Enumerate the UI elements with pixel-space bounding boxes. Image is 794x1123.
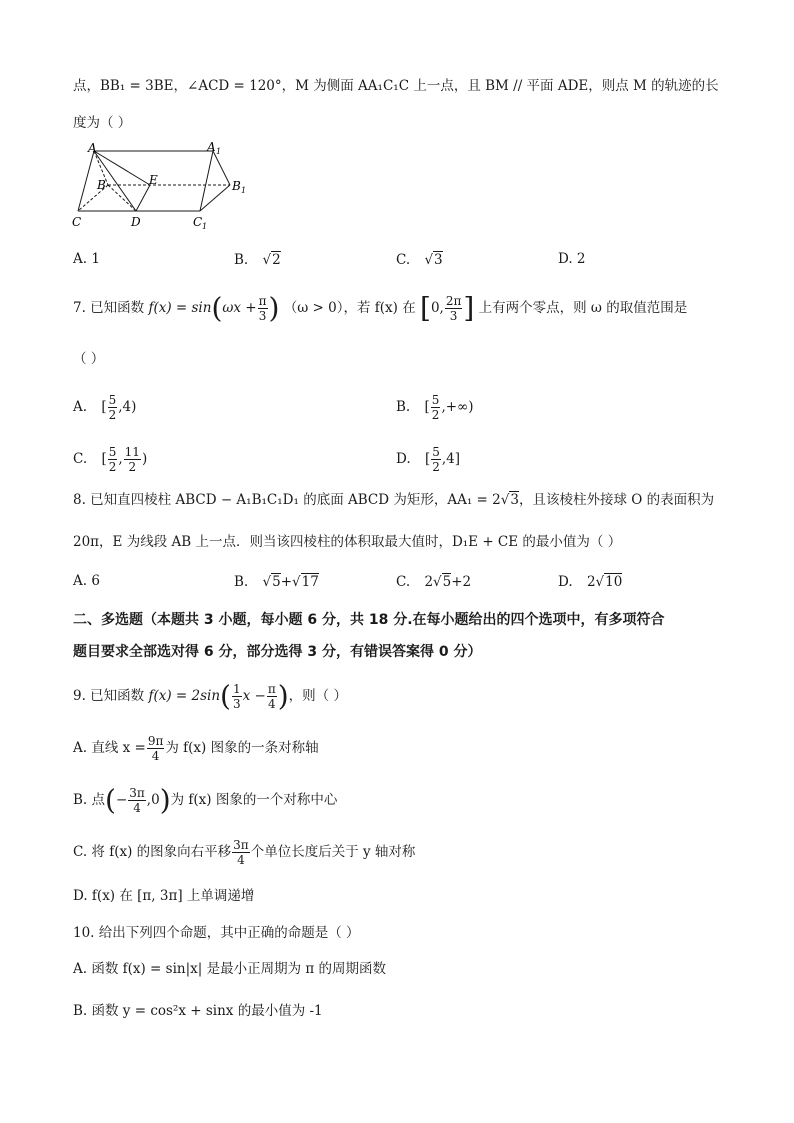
q7-fx: f(x) = sin [148,300,212,316]
q6-option-b-radicand: 2 [272,252,281,268]
option-post: 为 f(x) 图象的一个对称中心 [170,792,338,808]
option-pre: A. 直线 x = [73,740,146,756]
sqrt-symbol: √ [433,574,442,590]
frac-den: 4 [133,801,141,815]
frac-num: 1 [232,682,241,696]
option-rest: ,4) [118,399,137,415]
option-label: D. [396,451,411,467]
paren-left: ( [211,291,223,325]
paren-right: ) [159,783,171,817]
q8-option-a[interactable]: A. 6 [73,573,100,589]
frac-1-3 [232,682,242,711]
paren-right: ) [268,291,280,325]
q7-answer-paren: （ ） [73,351,105,367]
label-a: A [88,141,97,155]
q6-stem-line2: 度为（ ） [73,115,132,131]
q7-option-d[interactable] [396,445,460,474]
q7-stem [73,291,688,325]
frac-11-2 [124,445,141,474]
radicand: 5 [272,574,281,590]
frac-3pi-4 [128,786,146,815]
frac-num: 5 [108,393,117,407]
q8-stem-b: ，且该棱柱外接球 O 的表面积为 [518,492,715,508]
q9-x-minus: x − [242,688,266,704]
radicand: 5 [442,574,452,590]
label-b1-sub: 1 [241,186,247,195]
q6-stem-line1: 点，BB₁ = 3BE，∠ACD = 120°，M 为侧面 AA₁C₁C 上一点，且 BM // 平面 ADE，则点 M 的轨迹的长 [73,78,719,94]
option-label: C. [396,574,411,590]
label-a1: A [207,140,216,154]
frac-den: 2 [108,408,117,422]
sqrt-symbol: √ [424,252,434,268]
comma: , [118,451,123,467]
coefficient: 2 [586,574,596,590]
option-rest: +2 [451,574,472,590]
q10-stem: 10. 给出下列四个命题，其中正确的命题是（ ） [73,925,360,941]
edge-e-d [136,185,150,211]
option-label: A. [73,399,88,415]
section-2-heading-line2: 题目要求全部选对得 6 分，部分选得 3 分，有错误答案得 0 分） [73,644,482,660]
zero: ,0 [146,792,160,808]
label-c1-sub: 1 [202,222,208,231]
option-post: 个单位长度后关于 y 轴对称 [250,844,416,860]
q7-stem-c: 上有两个零点，则 ω 的取值范围是 [478,300,688,316]
q6-option-b-label: B. [234,252,249,268]
label-c1: C [193,215,203,229]
frac-num: 9π [147,734,164,748]
q6-option-d[interactable]: D. 2 [558,251,586,267]
frac-num: 5 [431,393,440,407]
frac-num: 3π [233,838,249,852]
bracket: [ [101,451,107,467]
coefficient: 2 [424,574,434,590]
frac-den: 4 [151,749,160,763]
q10-option-a[interactable]: A. 函数 f(x) = sin|x| 是最小正周期为 π 的周期函数 [73,961,387,977]
radicand: 10 [605,574,623,590]
q7-stem-a: 7. 已知函数 [73,300,145,316]
edge-c-a [78,151,94,211]
q8-option-d[interactable] [558,573,622,590]
option-label: D. [558,574,573,590]
q9-option-c[interactable] [73,838,415,867]
minus: − [115,792,128,808]
paren-left: ( [105,783,116,817]
label-b: B [97,178,106,192]
paren-left: ( [220,679,231,713]
frac-den: 3 [258,309,267,323]
frac-3pi-4 [232,838,250,867]
frac-pi-4 [267,682,277,711]
frac-den: 4 [267,697,276,711]
frac-5-2 [108,445,118,474]
option-label: B. [396,399,411,415]
option-post: 为 f(x) 图象的一条对称轴 [165,740,319,756]
option-label: C. [73,451,88,467]
frac-den: 3 [232,697,241,711]
q9-option-d[interactable]: D. f(x) 在 [π, 3π] 上单调递增 [73,888,255,904]
bracket: [ [424,399,430,415]
frac-num: 5 [108,445,117,459]
q6-option-b[interactable] [234,251,281,268]
q9-stem-a: 9. 已知函数 [73,688,145,704]
frac-den: 4 [237,853,245,867]
q6-option-a[interactable]: A. 1 [73,251,100,267]
frac-num: 2π [445,294,462,308]
frac-5-2 [108,393,118,422]
frac-den: 3 [449,309,458,323]
edge-a1-b1 [213,151,230,185]
option-rest: ,+∞) [441,399,474,415]
label-d: D [131,215,141,229]
section-2-heading-line1: 二、多选题（本题共 3 小题，每小题 6 分，共 18 分.在每小题给出的四个选项中，有多项符合 [73,612,665,628]
prism-figure [68,140,258,232]
label-a1-sub: 1 [216,147,222,156]
q8-radicand: 3 [510,492,519,508]
q9-stem-b: ，则（ ） [288,688,347,704]
q9-stem [73,679,347,713]
frac-num: 5 [432,445,440,459]
q8-stem-line2: 20π，E 为线段 AB 上一点．则当该四棱柱的体积取最大值时，D₁E + CE 的最小值为（ ） [73,534,622,550]
q9-option-b[interactable] [73,783,338,817]
q6-option-c[interactable] [396,251,443,268]
q6-option-c-radicand: 3 [434,252,443,268]
q8-option-c[interactable] [396,573,471,590]
bracket-right: ] [463,291,475,325]
q9-option-a[interactable] [73,734,319,763]
q7-stem-b: （ω > 0），若 f(x) 在 [283,300,416,316]
label-c: C [72,215,82,229]
q7-option-c[interactable] [73,445,147,474]
paren-right: ) [277,679,289,713]
bracket-left: [ [420,291,431,325]
sqrt-symbol: √ [500,492,510,508]
q7-interval-zero: 0, [430,300,444,316]
plus: + [280,574,293,590]
sqrt-symbol: √ [595,574,605,590]
option-label: B. [234,574,249,590]
q8-option-b[interactable] [234,573,319,590]
q7-two-pi-over-3 [445,294,463,323]
hidden-edge-b-d [108,185,136,211]
q10-option-b[interactable]: B. 函数 y = cos²x + sinx 的最小值为 -1 [73,1003,323,1019]
frac-9pi-4 [147,734,165,763]
frac-5-2 [431,393,441,422]
frac-num: π [267,682,276,696]
frac-num: 3π [129,786,145,800]
sqrt-symbol: √ [262,574,272,590]
label-e: E [149,173,158,187]
frac-den: 2 [128,460,137,474]
q6-option-c-label: C. [396,252,411,268]
frac-num: 11 [124,445,140,459]
frac-den: 2 [431,408,440,422]
q8-stem-line1 [73,488,714,508]
q7-option-b[interactable] [396,393,474,422]
q8-stem-a: 8. 已知直四棱柱 ABCD − A₁B₁C₁D₁ 的底面 ABCD 为矩形，AA₁ = 2 [73,492,501,508]
q7-omega-x: ωx + [222,300,257,316]
sqrt-symbol: √ [292,574,301,590]
option-pre: B. 点 [73,792,106,808]
bracket: [ [424,451,431,467]
label-b1: B [232,179,241,193]
q9-fx: f(x) = 2sin [148,688,221,704]
radicand: 17 [301,574,319,590]
q7-pi-over-3 [258,294,268,323]
option-rest: ,4] [441,451,461,467]
option-rest: ) [141,451,148,467]
sqrt-symbol: √ [262,252,272,268]
frac-num: π [258,294,267,308]
frac-5-2 [431,445,441,474]
frac-den: 2 [108,460,117,474]
frac-den: 2 [432,460,440,474]
q7-option-a[interactable] [73,393,136,422]
bracket: [ [101,399,107,415]
option-pre: C. 将 f(x) 的图象向右平移 [73,844,232,860]
